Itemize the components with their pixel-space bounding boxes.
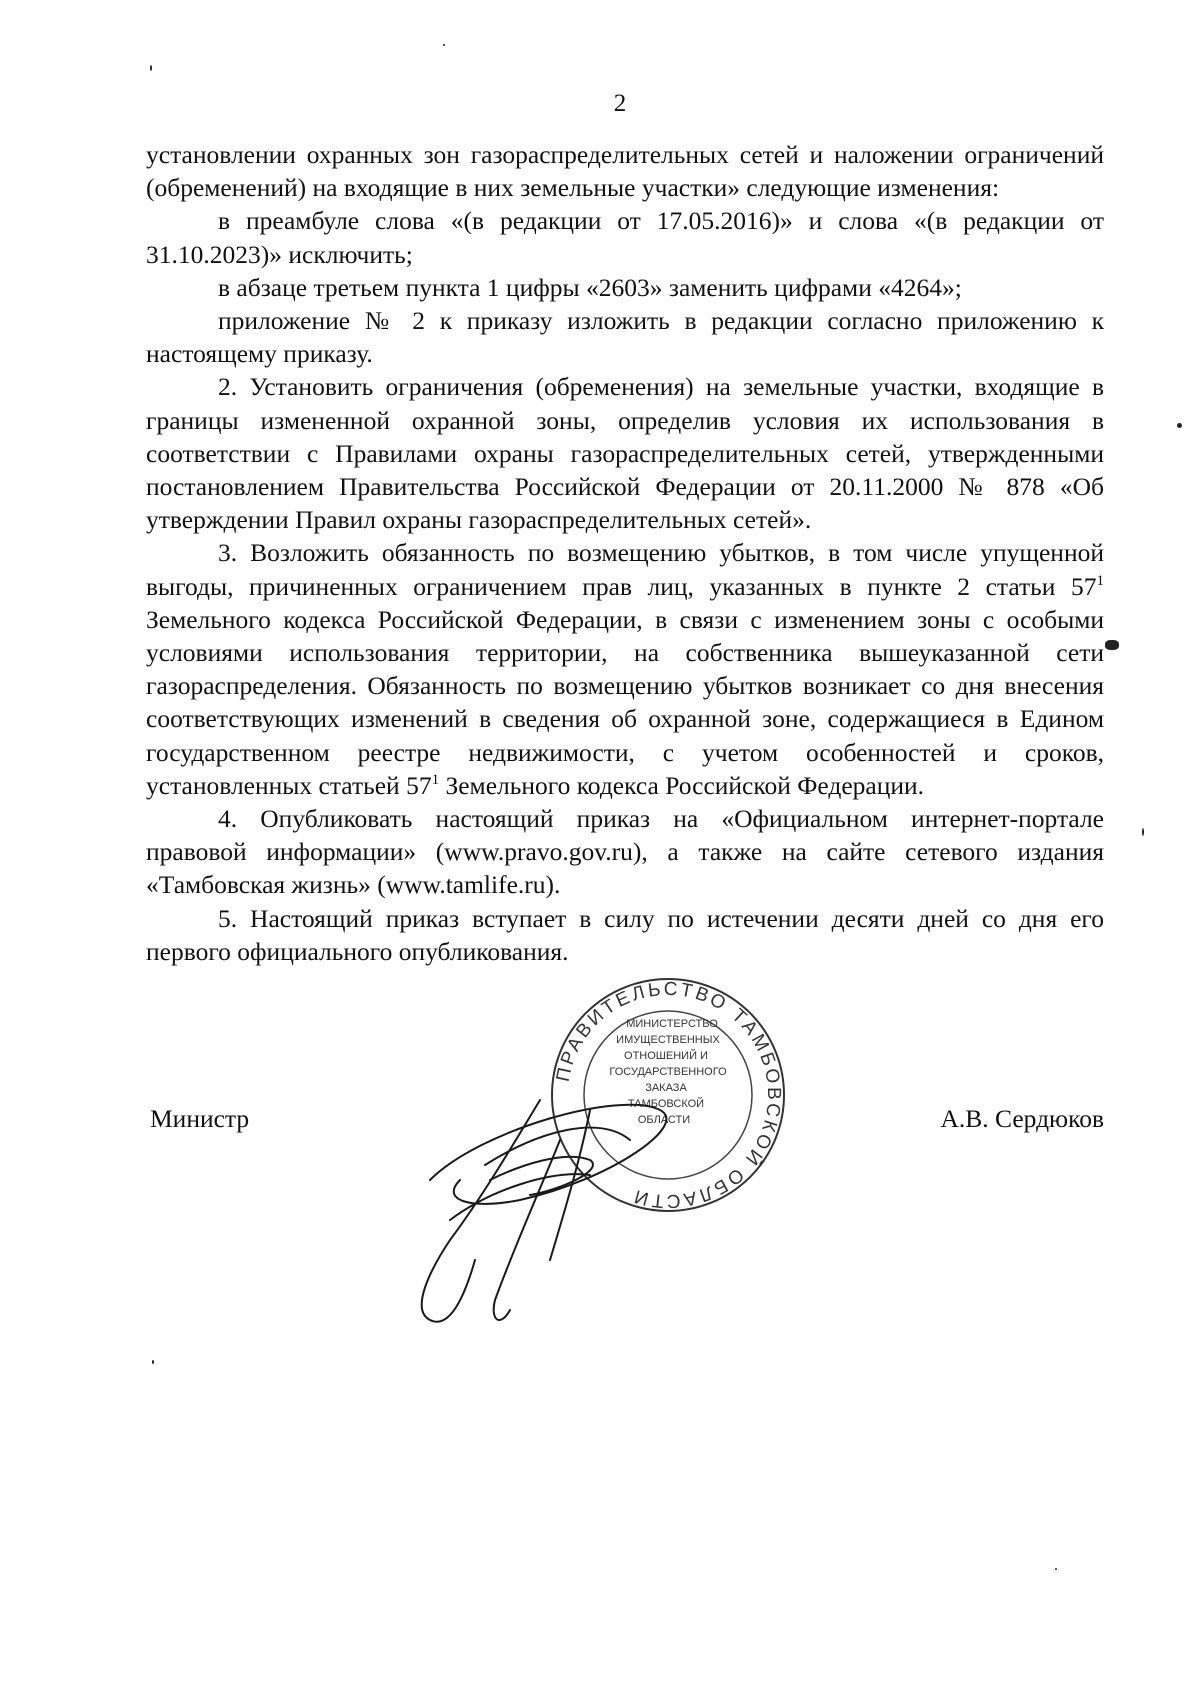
seal-line: ОТНОШЕНИЙ И [624,1050,708,1062]
paragraph-item-2: 2. Установить ограничения (обременения) на земельные участки, входящие в границы измененной охранной зоны, определив условия их использования в соответствии с Правилами охраны газораспределительных сетей, утвержденными постановлением Правительства Российской Федерации от 20.11.2000 № 878 «Об утверждении Правил охраны газораспределительных сетей». [146,372,1104,535]
scan-speck [443,44,445,46]
seal-line: ОБЛАСТИ [637,1114,691,1126]
superscript-1: 1 [1096,572,1104,589]
handwritten-signature [390,1070,720,1340]
paragraph-continuation: установлении охранных зон газораспределительных сетей и наложении ограничений (обременений) на входящие в них земельные участки» следующие изменения: [146,140,1104,203]
seal-ring-text: ПРАВИТЕЛЬСТВО ТАМБОВСКОЙ ОБЛАСТИ [552,978,785,1212]
paragraph-preamble-change: в преамбуле слова «(в редакции от 17.05.2016)» и слова «(в редакции от 31.10.2023)» исключить; [146,206,1104,269]
paragraph-item-3-part-c: Земельного кодекса Российской Федерации. [439,770,925,800]
scan-speck [150,65,152,71]
scan-speck [1105,640,1119,650]
scan-speck [1177,423,1182,428]
document-body [146,138,1104,968]
seal-line: ТАМБОВСКОЙ [627,1098,705,1110]
paragraph-item-3-part-a: 3. Возложить обязанность по возмещению убытков, в том числе упущенной выгоды, причиненных ограничением прав лиц, указанных в пункте 2 статьи 57 [146,538,1104,601]
seal-line: МИНИСТЕРСТВО [626,1018,718,1030]
seal-line: ИМУЩЕСТВЕННЫХ [616,1034,720,1046]
signatory-title: Министр [150,1104,250,1133]
scan-speck [1142,828,1144,836]
superscript-1: 1 [431,771,440,788]
page-number: 2 [613,90,627,117]
scan-speck [152,1360,154,1364]
paragraph-appendix-change: приложение № 2 к приказу изложить в редакции согласно приложению к настоящему приказу. [146,306,1104,369]
paragraph-item-3-part-b: Земельного кодекса Российской Федерации, в связи с изменением зоны с особыми условиями использования территории, на собственника вышеуказанной сети газораспределения. Обязанность по возмещению убытков возникает со дня внесения соответствующих изменений в сведения об охранной зоне, содержащиеся в Едином государственном реестре недвижимости, с учетом особенностей и сроков, установленных статьей 57 [146,604,1104,800]
paragraph-item-5: 5. Настоящий приказ вступает в силу по истечении десяти дней со дня его первого официального опубликования. [146,903,1104,966]
seal-line: ЗАКАЗА [645,1082,687,1094]
seal-line: ГОСУДАРСТВЕННОГО [609,1066,727,1078]
paragraph-item-4: 4. Опубликовать настоящий приказ на «Официальном интернет-портале правовой информации» (www.pravo.gov.ru), а также на сайте сетевого издания «Тамбовская жизнь» (www.tamlife.ru). [146,804,1104,900]
scan-speck [1055,1568,1057,1570]
signatory-name: А.В. Сердюков [940,1104,1104,1133]
paragraph-item-3 [146,536,1104,802]
paragraph-digits-change: в абзаце третьем пункта 1 цифры «2603» заменить цифрами «4264»; [218,272,962,302]
